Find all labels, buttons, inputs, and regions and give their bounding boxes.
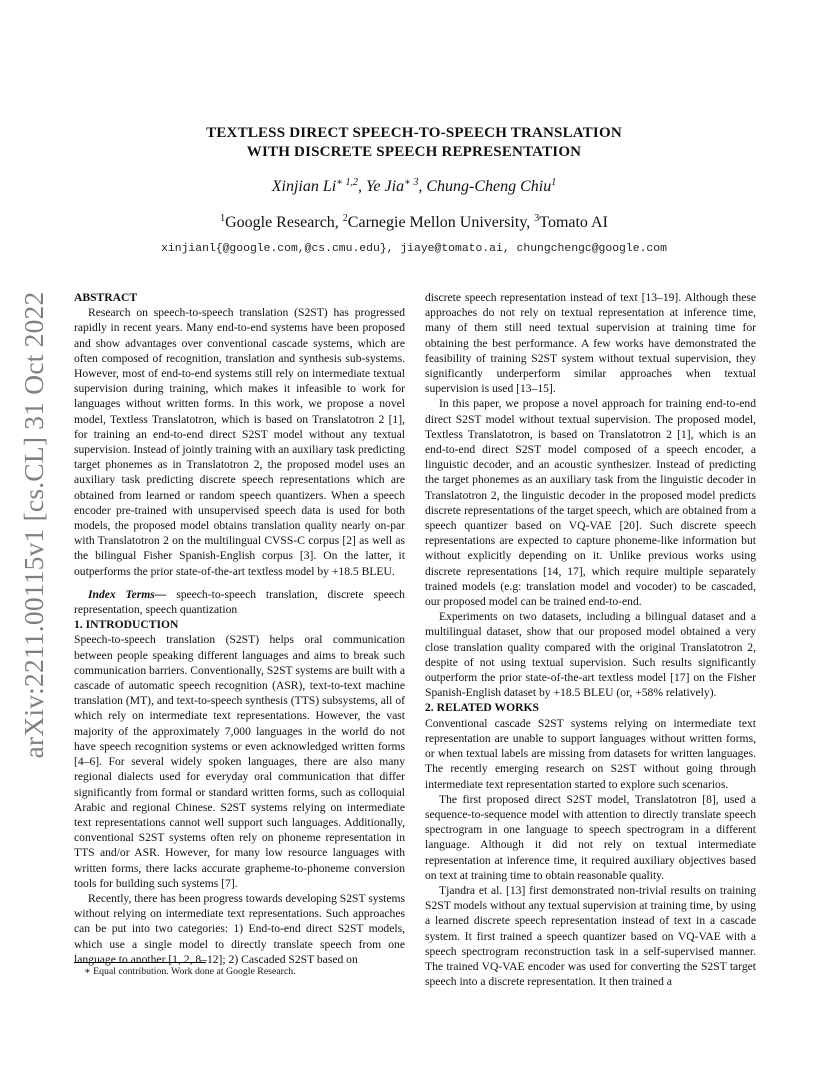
affil-mark: 3: [534, 213, 540, 224]
footnote-rule: [74, 962, 206, 963]
paragraph: Speech-to-speech translation (S2ST) helps oral communication between people speaking different languages and aims to break such communication barriers. Conventionally, S2ST systems are built with a cascade of automatic speech recognition (ASR), text-to-text machine translation (MT), and text-to-speech synthesis (TTS) subsystems, all of which rely on intermediate text representations. However, the vast majority of the approximately 7,000 languages in the world do not have speech recognition systems or even acknowledged written forms [4–6]. For several widely spoken languages, there are also many regional dialects used for everyday oral communication that differ significantly from formal or standard written forms, such as colloquial Arabic and regional Chinese. S2ST systems relying on intermediate text representations cannot well support such languages. Additionally, conventional S2ST systems often rely on phoneme representation in TTS and/or ASR. However, for many low resource languages with written forms, there lacks accurate grapheme-to-phoneme conversion tools for building such systems [7].: [74, 633, 405, 890]
paragraph: Conventional cascade S2ST systems relying on intermediate text representation are unable to support languages without written forms, or when textual labels are missing from datasets for written languages. The recently emerging research on S2ST without going through intermediate text representation started to explore such scenarios.: [425, 716, 756, 791]
affil-mark: 1: [220, 213, 226, 224]
index-terms-label: Index Terms—: [88, 587, 167, 601]
index-terms: [74, 587, 405, 617]
author-list: Xinjian $Li^{∗ 1,2}$, Ye Jia$^{∗ 3}$, Chung-Cheng Chiu$^1$: [271, 177, 557, 195]
paper-title: [0, 124, 828, 162]
paragraph: Experiments on two datasets, including a bilingual dataset and a multilingual dataset, show that our proposed model obtained a very close translation quality compared with the original Translatotron 2, despite of not using textual supervision. Such results significantly outperform the prior state-of-the-art textless model [17] on the Fisher Spanish-English dataset by +18.5 BLEU (or, +58% relatively).: [425, 610, 756, 700]
paragraph: discrete speech representation instead of text [13–19]. Although these approaches do not rely on textual representation at inference time, many of them still need textual supervision at training time for obtaining the best performance. A few works have demonstrated the feasibility of training S2ST system without textual supervision, they significantly underperform similar approaches when textual supervision is used [13–15].: [425, 291, 756, 396]
arxiv-identifier: arXiv:2211.00115v1 [cs.CL] 31 Oct 2022: [18, 291, 49, 759]
author-emails: xinjianl{@google.com,@cs.cmu.edu}, jiaye@tomato.ai, chungchengc@google.com: [161, 243, 667, 255]
author-name: Xinjian Li: [271, 178, 337, 195]
title-line-1: TEXTLESS DIRECT SPEECH-TO-SPEECH TRANSLATION: [206, 125, 622, 141]
abstract-heading: ABSTRACT: [74, 291, 138, 304]
paragraph: Recently, there has been progress towards developing S2ST systems without relying on intermediate text representations. Such approaches can be put into two categories: 1) End-to-end direct S2ST models, which use a single model to directly translate speech from one language to another [1, 2, 8–12]; 2) Cascaded S2ST based on: [74, 891, 405, 966]
author-affil-mark: 1: [551, 177, 557, 188]
author-name: Ye Jia: [365, 178, 405, 195]
abstract-text: Research on speech-to-speech translation (S2ST) has progressed rapidly in recent years. Many end-to-end systems have been proposed and show advantages over conventional cascade systems, which are often composed of recognition, translation and synthesis sub-systems. However, most of end-to-end systems still rely on intermediate textual supervision during training, which makes it infeasible to work for languages without written forms. In this work, we propose a novel model, Textless Translatotron, which is based on Translatotron 2 [1], for training an end-to-end direct S2ST model without any textual supervision. Instead of jointly training with an auxiliary task predicting target phonemes as in Translatotron 2, the proposed model uses an auxiliary task predicting discrete speech representations which are obtained from learned or random speech quantizers. When a speech encoder pre-trained with unsupervised speech data is used for both models, the proposed model obtains translation quality nearly on-par with Translatotron 2 on the multilingual CVSS-C corpus [2] as well as the bilingual Fisher Spanish-English corpus [3]. On the latter, it outperforms the prior state-of-the-art textless model by +18.5 BLEU.: [74, 306, 405, 578]
author-name: Chung-Cheng Chiu: [426, 178, 552, 195]
affiliation: Google Research,: [225, 214, 343, 231]
author-affil-mark: ∗ 3: [404, 177, 419, 188]
paragraph: Tjandra et al. [13] first demonstrated non-trivial results on training S2ST models without any textual supervision at training time, by using a learned discrete speech representation instead of text in a cascade system. It first trained a speech quantizer based on VQ-VAE with a speech spectrogram reconstruction task in a self-supervised manner. The trained VQ-VAE encoder was used for converting the S2ST target speech into a discrete representation. It then trained a: [425, 883, 756, 989]
affiliation: Tomato AI: [539, 214, 608, 231]
left-column: [74, 290, 405, 967]
right-column: [425, 290, 756, 989]
affil-mark: 2: [342, 213, 348, 224]
affiliation: Carnegie Mellon University,: [347, 214, 535, 231]
paragraph: In this paper, we propose a novel approach for training end-to-end direct S2ST model without textual supervision. The proposed model, Textless Translatotron, is based on Translatotron 2 [1], which is an end-to-end direct S2ST model composed of a speech encoder, a linguistic decoder, and an acoustic synthesizer. Instead of predicting the target phonemes as an auxiliary task from the linguistic decoder in Translatotron 2, the linguistic decoder in the proposed model predicts discrete representations of the target speech, which are obtained from a speech quantizer based on VQ-VAE [20]. Such discrete speech representations are expected to capture phoneme-like information but without explicitly depending on it. Unlike previous works using discrete representations [14, 17], which require multiple separately trained models (e.g: translation model and vocoder) to be cascaded, our proposed model can be trained end-to-end.: [425, 397, 756, 609]
author-affil-mark: ∗ 1,2: [336, 177, 358, 188]
section-heading-related-works: 2. RELATED WORKS: [425, 701, 539, 715]
affiliations: [0, 214, 828, 232]
index-terms-text: speech-to-speech translation, discrete speech representation, speech quantization: [74, 587, 405, 617]
footnote: ∗ Equal contribution. Work done at Google Research.: [84, 966, 296, 977]
title-line-2: WITH DISCRETE SPEECH REPRESENTATION: [246, 144, 582, 160]
paragraph: The first proposed direct S2ST model, Translatotron [8], used a sequence-to-sequence model with attention to directly translate speech spectrogram in one language to speech spectrogram in a different language. Although it did not rely on textual intermediate representation at inference time, it required auxiliary objectives based on text at training time to obtain reasonable quality.: [425, 792, 756, 882]
section-heading-introduction: 1. INTRODUCTION: [74, 618, 179, 632]
